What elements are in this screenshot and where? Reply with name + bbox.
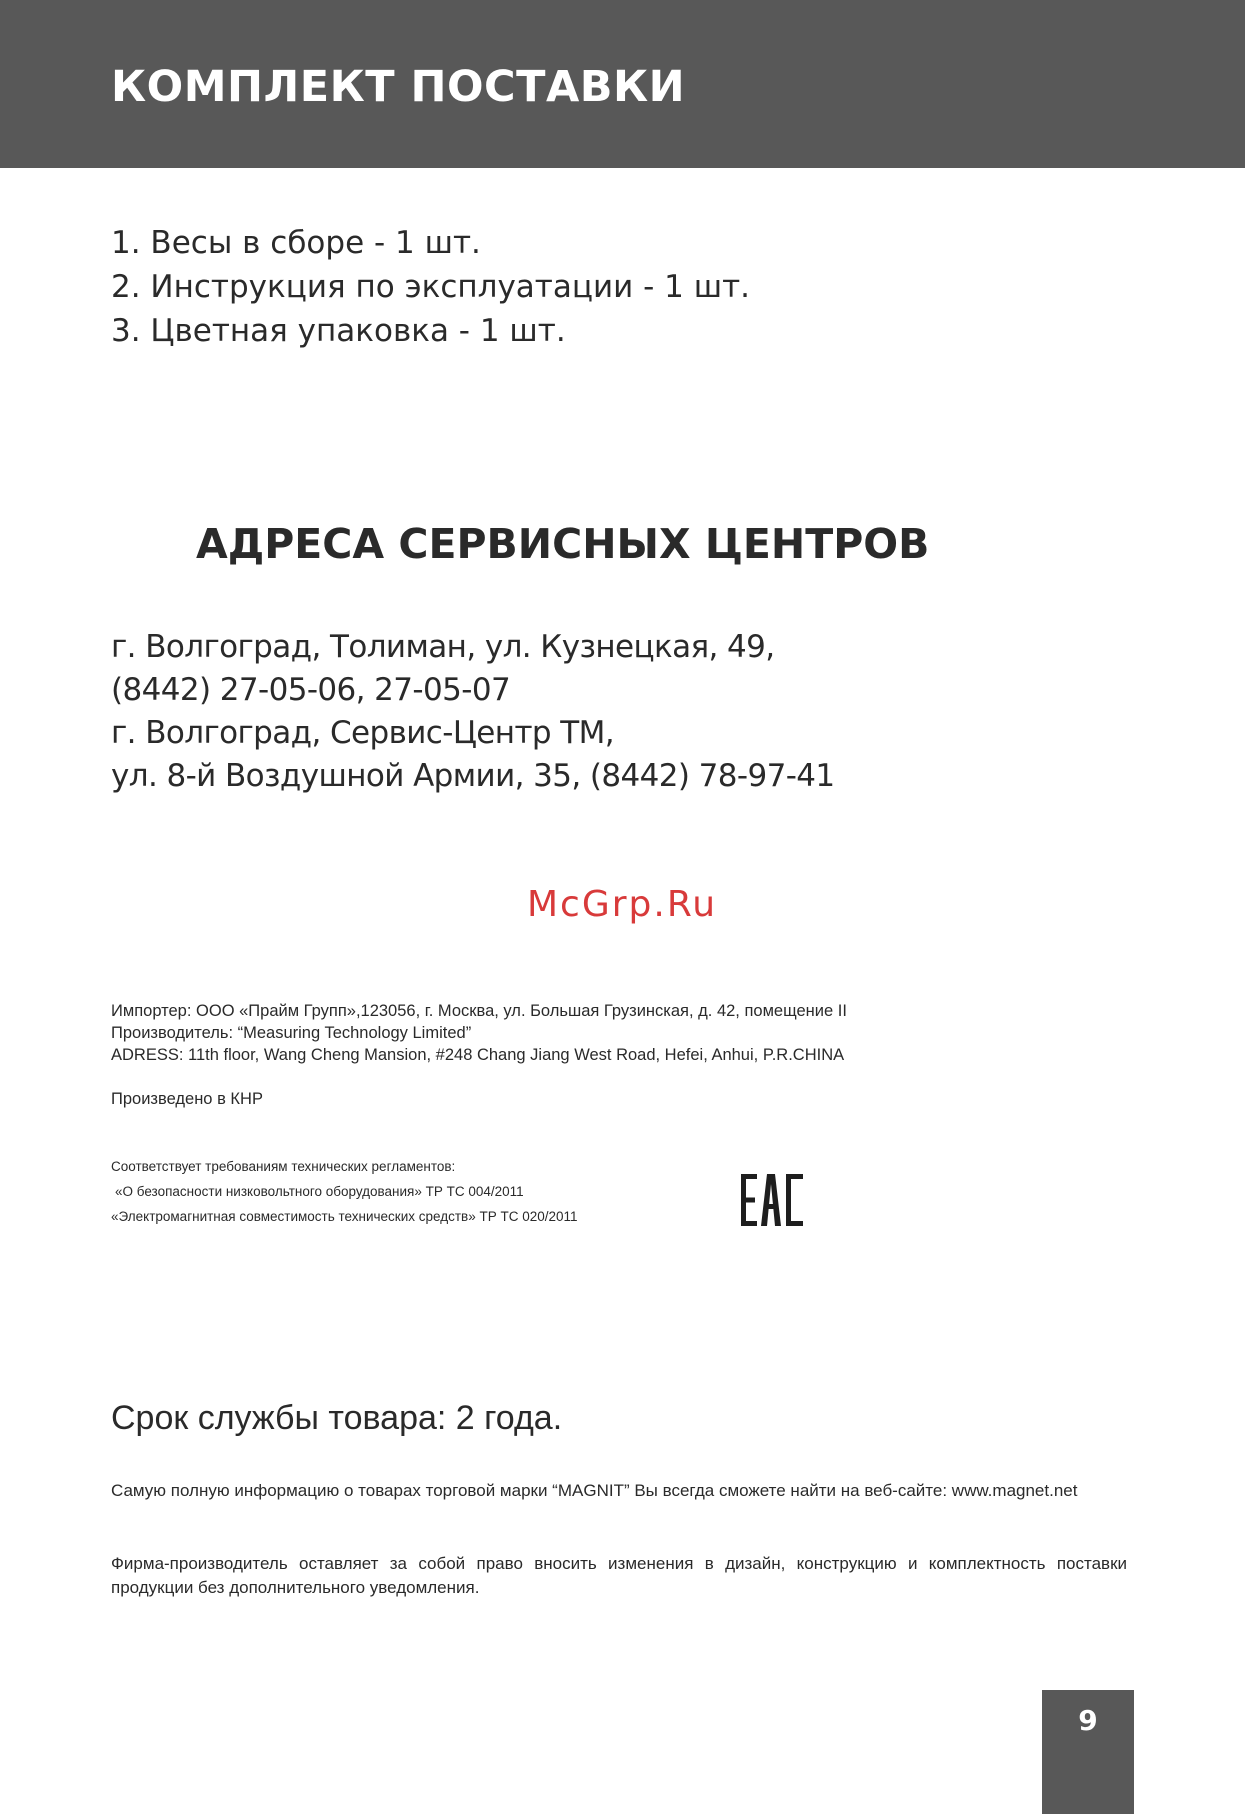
section-title-service-centers: АДРЕСА СЕРВИСНЫХ ЦЕНТРОВ [196, 520, 930, 568]
conformity-line: «О безопасности низковольтного оборудования» ТР ТС 004/2011 [115, 1184, 524, 1199]
conformity-info [111, 1154, 578, 1229]
importer-info [111, 1000, 847, 1066]
changes-disclaimer-paragraph: Фирма-производитель оставляет за собой право вносить изменения в дизайн, конструкцию и комплектность поставки продукции без дополнительного уведомления. [111, 1554, 1127, 1597]
conformity-line: «Электромагнитная совместимость технических средств» ТР ТС 020/2011 [111, 1209, 578, 1224]
service-address-list [111, 626, 835, 798]
address-en-line: ADRESS: 11th floor, Wang Cheng Mansion, #248 Chang Jiang West Road, Hefei, Anhui, P.R.CHINA [111, 1046, 845, 1064]
address-line: г. Волгоград, Толиман, ул. Кузнецкая, 49, [111, 629, 775, 665]
address-line: (8442) 27-05-06, 27-05-07 [111, 672, 511, 708]
address-line: ул. 8-й Воздушной Армии, 35, (8442) 78-97-41 [111, 758, 835, 794]
list-item: 2. Инструкция по эксплуатации - 1 шт. [111, 269, 750, 305]
eac-mark-icon [740, 1172, 804, 1228]
contents-list [111, 221, 750, 353]
section-title-contents: КОМПЛЕКТ ПОСТАВКИ [111, 62, 686, 112]
importer-line: Импортер: ООО «Прайм Групп»,123056, г. Москва, ул. Большая Грузинская, д. 42, помещение II [111, 1002, 847, 1020]
watermark-text: McGrp.Ru [527, 884, 718, 925]
address-line: г. Волгоград, Сервис-Центр ТМ, [111, 715, 614, 751]
list-item: 1. Весы в сборе - 1 шт. [111, 225, 481, 261]
manufacturer-line: Производитель: “Measuring Technology Limited” [111, 1024, 472, 1042]
page-number-box [1042, 1690, 1134, 1814]
made-in-text: Произведено в КНР [111, 1090, 263, 1108]
service-life-text: Срок службы товара: 2 года. [111, 1399, 563, 1437]
conformity-line: Соответствует требованиям технических регламентов: [111, 1159, 456, 1174]
list-item: 3. Цветная упаковка - 1 шт. [111, 313, 566, 349]
header-band [0, 0, 1245, 168]
page-number: 9 [1078, 1704, 1098, 1737]
website-info-paragraph: Самую полную информацию о товарах торговой марки “MAGNIT” Вы всегда сможете найти на веб-сайте: www.magnet.net [111, 1481, 1078, 1500]
